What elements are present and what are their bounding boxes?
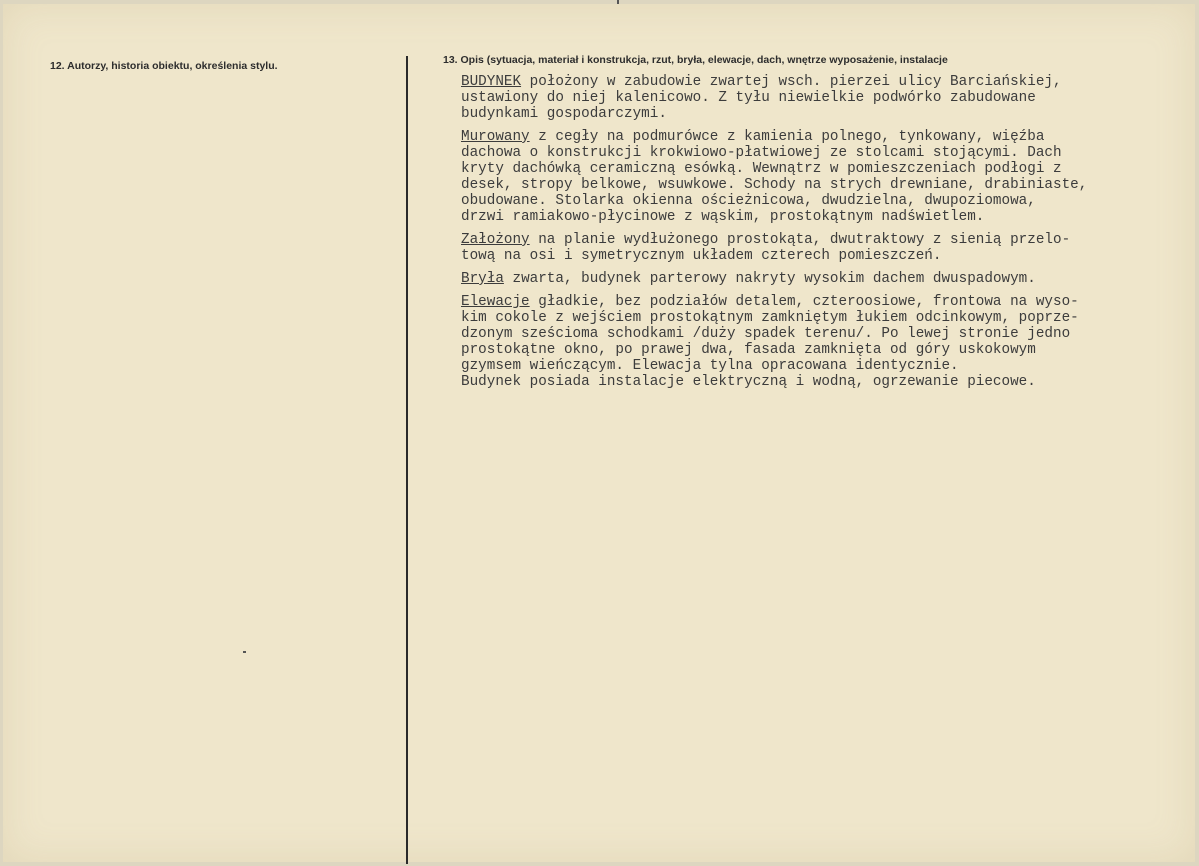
paragraph-construction xyxy=(461,129,1186,225)
text-line: kryty dachówką ceramiczną esówką. Wewnątrz w pomieszczeniach podłogi z xyxy=(461,161,1062,177)
description-text xyxy=(461,74,1186,397)
text-line: kim cokole z wejściem prostokątnym zamkniętym łukiem odcinkowym, poprze- xyxy=(461,310,1079,326)
text-line: budynkami gospodarczymi. xyxy=(461,106,667,122)
paragraph-plan xyxy=(461,232,1186,264)
text-line xyxy=(461,74,1186,90)
text-line: desek, stropy belkowe, wsuwkowe. Schody na strych drewniane, drabiniaste, xyxy=(461,177,1088,193)
section-12-heading: 12. Autorzy, historia obiektu, określenia stylu. xyxy=(50,60,278,72)
paragraph-term: Murowany xyxy=(461,129,530,145)
text-line: obudowane. Stolarka okienna ościeżnicowa, dwudzielna, dwupoziomowa, xyxy=(461,193,1036,209)
text-line xyxy=(461,232,1186,248)
paragraph-term: Założony xyxy=(461,232,530,248)
paragraph-mass xyxy=(461,271,1186,287)
text-line: drzwi ramiakowo-płycinowe z wąskim, prostokątnym nadświetlem. xyxy=(461,209,985,225)
text-line: dzonym sześcioma schodkami /duży spadek terenu/. Po lewej stronie jedno xyxy=(461,326,1071,342)
text-line: ustawiony do niej kalenicowo. Z tyłu niewielkie podwórko zabudowane xyxy=(461,90,1036,106)
text-line: prostokątne okno, po prawej dwa, fasada zamknięta od góry uskokowym xyxy=(461,342,1036,358)
top-tick-mark xyxy=(617,0,619,4)
paragraph-term: Elewacje xyxy=(461,294,530,310)
paragraph-term: BUDYNEK xyxy=(461,74,522,90)
text-line: gzymsem wieńczącym. Elewacja tylna opracowana identycznie. xyxy=(461,358,959,374)
text-line xyxy=(461,271,1186,287)
text-line xyxy=(461,294,1186,310)
text-line: Budynek posiada instalacje elektryczną i wodną, ogrzewanie piecowe. xyxy=(461,374,1036,390)
line-text: zwarta, budynek parterowy nakryty wysokim dachem dwuspadowym. xyxy=(503,271,1036,287)
line-text: gładkie, bez podziałów detalem, czteroosiowe, frontowa na wyso- xyxy=(529,294,1079,310)
section-13-heading: 13. Opis (sytuacja, materiał i konstrukcja, rzut, bryła, elewacje, dach, wnętrze wyposażenie, instalacje xyxy=(443,54,948,66)
text-line: tową na osi i symetrycznym układem czterech pomieszczeń. xyxy=(461,248,942,264)
line-text: na planie wydłużonego prostokąta, dwutraktowy z sienią przelo- xyxy=(529,232,1071,248)
column-divider xyxy=(406,56,408,864)
margin-tick-mark xyxy=(243,651,246,653)
text-line: dachowa o konstrukcji krokwiowo-płatwiowej ze stolcami stojącymi. Dach xyxy=(461,145,1062,161)
line-text: położony w zabudowie zwartej wsch. pierzei ulicy Barciańskiej, xyxy=(521,74,1062,90)
line-text: z cegły na podmurówce z kamienia polnego, tynkowany, więźba xyxy=(529,129,1045,145)
paragraph-term: Bryła xyxy=(461,271,504,287)
text-line xyxy=(461,129,1186,145)
paragraph-elevations xyxy=(461,294,1186,390)
paragraph-location xyxy=(461,74,1186,122)
